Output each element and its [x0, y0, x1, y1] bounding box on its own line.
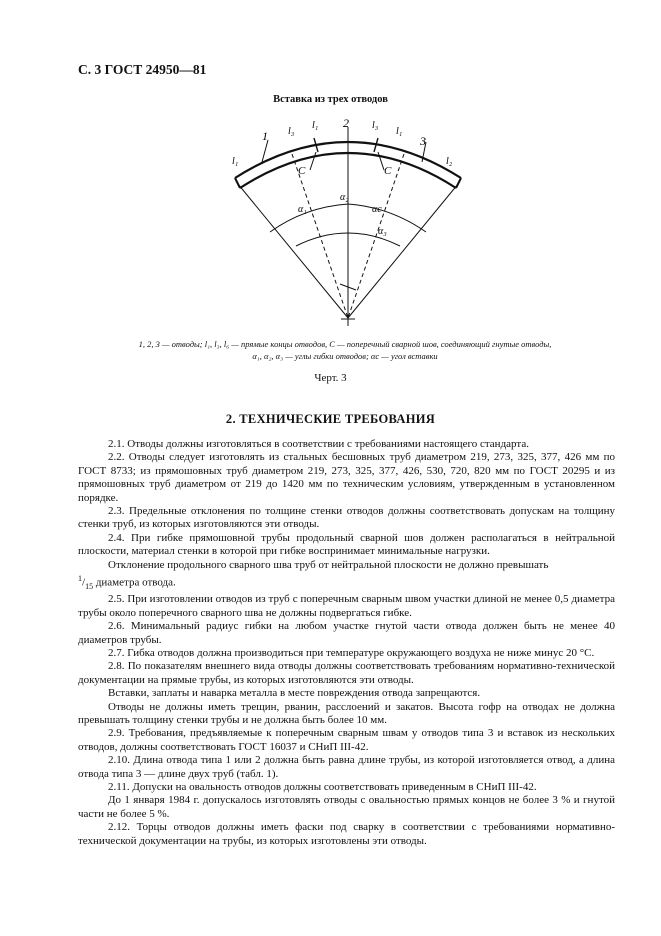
document-body	[78, 438, 615, 848]
paragraph: 2.2. Отводы следует изготовлять из стальных бесшовных труб диаметром 219, 273, 325, 377, 426 мм по ГОСТ 8733; из прямошовных труб диаметром 219, 273, 325, 377, 426, 530, 720, 820 мм по ГОСТ 20295 и из прямошовных труб диаметром от 219 до 1420 мм по техническим условиям, утвержденным в установленном порядке.	[78, 451, 615, 504]
label-l3-2: l₃	[372, 120, 379, 131]
label-l1-3: l₁	[396, 126, 403, 137]
label-alpha-c: αc	[372, 204, 382, 215]
label-alpha1: α₁	[298, 204, 307, 215]
fraction-den: 15	[85, 581, 94, 591]
label-l3-1: l₃	[288, 126, 295, 137]
label-l1-left: l₁	[232, 156, 239, 167]
legend-line-1: 1, 2, 3 — отводы; l₁, l₃, l₆ — прямые концы отводов, C — поперечный сварной шов, соединяющий гнутые отводы,	[138, 339, 552, 349]
paragraph: Отводы не должны иметь трещин, рванин, расслоений и закатов. Высота гофр на отводах не должна превышать толщину стенки трубы и не должна быть более 10 мм.	[78, 700, 615, 726]
bend-insert-diagram	[200, 112, 490, 339]
paragraph: 2.8. По показателям внешнего вида отводы должны соответствовать требованиям нормативно-технической документации на прямые трубы, из которых изготовляются эти отводы.	[78, 660, 615, 686]
paragraph: 2.6. Минимальный радиус гибки на любом участке гнутой части отвода должен быть не менее 40 диаметров трубы.	[78, 620, 615, 646]
fraction-num: 1	[78, 574, 82, 584]
section-title: 2. ТЕХНИЧЕСКИЕ ТРЕБОВАНИЯ	[225, 412, 436, 426]
paragraph: До 1 января 1984 г. допускалось изготовлять отводы с овальностью прямых концов не более 3 % и гнутой части не более 5 %.	[78, 794, 615, 820]
legend-line-2: α₁, α₂, α₃ — углы гибки отводов; αc — угол вставки	[252, 351, 438, 361]
label-alpha3: α₃	[378, 226, 387, 237]
label-l2: l₂	[446, 156, 453, 167]
label-l1-2: l₁	[312, 120, 319, 131]
label-c-left: C	[298, 165, 306, 177]
figure-caption: Черт. 3	[314, 372, 347, 384]
label-3: 3	[420, 134, 426, 148]
fraction-rest: диаметра отвода.	[93, 576, 176, 589]
paragraph: 2.12. Торцы отводов должны иметь фаски под сварку в соответствии с требованиями нормативно-технической документации на трубы, из которых изготовлены эти отводы.	[78, 821, 615, 847]
paragraph: 2.7. Гибка отводов должна производиться при температуре окружающего воздуха не ниже минус 20 °С.	[108, 646, 595, 659]
label-c-right: C	[384, 165, 392, 177]
paragraph: 2.4. При гибке прямошовной трубы продольный сварной шов должен располагаться в нейтральной плоскости, материал стенки в которой при гибке воспринимает минимальные нагрузки.	[78, 531, 615, 558]
paragraph-fraction: $^1/_{15}$ диаметра отвода.	[78, 574, 176, 591]
label-alpha2: α₂	[340, 192, 349, 203]
paragraph: 2.3. Предельные отклонения по толщине стенки отводов должны соответствовать допускам на толщину стенки труб, из которых изготовляются эти отводы.	[78, 505, 615, 531]
figure-title: Вставка из трех отводов	[273, 94, 388, 105]
paragraph: 2.9. Требования, предъявляемые к поперечным сварным швам у отводов типа 3 и вставок из нескольких отводов, должны соответствовать ГОСТ 16037 и СНиП III-42.	[78, 727, 615, 753]
page-header: С. 3 ГОСТ 24950—81	[78, 62, 207, 77]
label-2: 2	[343, 116, 349, 130]
label-1: 1	[262, 129, 268, 143]
figure-legend	[95, 338, 595, 362]
paragraph: 2.1. Отводы должны изготовляться в соответствии с требованиями настоящего стандарта.	[108, 438, 529, 450]
paragraph: 2.5. При изготовлении отводов из труб с поперечным сварным швом участки длиной не менее 0,5 диаметра трубы около поперечного сварного шва не должны подвергаться гибке.	[78, 593, 615, 619]
paragraph: Отклонение продольного сварного шва труб от нейтральной плоскости не должно превышать	[108, 558, 549, 571]
paragraph: Вставки, заплаты и наварка металла в месте повреждения отвода запрещаются.	[108, 687, 481, 700]
paragraph: 2.10. Длина отвода типа 1 или 2 должна быть равна длине трубы, из которой изготовляется отвод, а длина отвода типа 3 — длине двух труб (табл. 1).	[78, 754, 615, 780]
paragraph: 2.11. Допуски на овальность отводов должны соответствовать приведенным в СНиП III-42.	[108, 781, 537, 793]
